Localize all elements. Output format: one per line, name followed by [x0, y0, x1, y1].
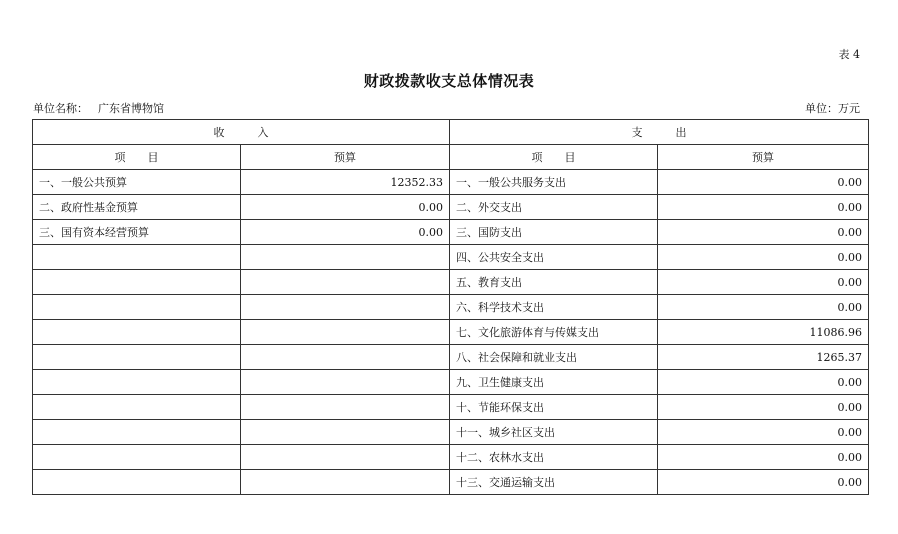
- expense-item-cell: 六、科学技术支出: [450, 295, 658, 320]
- income-item-cell: [33, 395, 241, 420]
- income-header: 收 入: [33, 120, 450, 145]
- expense-item-cell: 九、卫生健康支出: [450, 370, 658, 395]
- income-budget-cell: [241, 445, 450, 470]
- header-row-columns: [33, 145, 869, 170]
- income-budget-header: 预算: [241, 145, 450, 170]
- income-item-cell: 一、一般公共预算: [33, 170, 241, 195]
- currency-unit: 单位：万元: [805, 102, 860, 115]
- expense-budget-cell: 0.00: [658, 270, 869, 295]
- income-budget-cell: [241, 270, 450, 295]
- expense-item-cell: 八、社会保障和就业支出: [450, 345, 658, 370]
- table-body: [33, 120, 869, 495]
- income-budget-cell: [241, 470, 450, 495]
- expense-item-cell: 一、一般公共服务支出: [450, 170, 658, 195]
- expense-item-cell: 十、节能环保支出: [450, 395, 658, 420]
- income-item-cell: [33, 345, 241, 370]
- budget-table: [32, 119, 869, 495]
- table-row: [33, 470, 869, 495]
- table-row: [33, 295, 869, 320]
- expense-budget-cell: 0.00: [658, 420, 869, 445]
- table-row: [33, 170, 869, 195]
- table-row: [33, 345, 869, 370]
- income-budget-cell: [241, 295, 450, 320]
- expense-budget-cell: 0.00: [658, 295, 869, 320]
- expense-budget-cell: 0.00: [658, 370, 869, 395]
- income-item-cell: [33, 295, 241, 320]
- table-row: [33, 195, 869, 220]
- income-item-cell: [33, 270, 241, 295]
- unit-name-line: [33, 100, 164, 116]
- expense-budget-cell: 0.00: [658, 445, 869, 470]
- table-row: [33, 320, 869, 345]
- income-item-cell: 三、国有资本经营预算: [33, 220, 241, 245]
- income-budget-cell: 0.00: [241, 195, 450, 220]
- expense-item-header: 项 目: [450, 145, 658, 170]
- income-budget-cell: [241, 320, 450, 345]
- expense-budget-cell: 0.00: [658, 470, 869, 495]
- table-row: [33, 270, 869, 295]
- income-budget-cell: [241, 370, 450, 395]
- income-item-cell: [33, 370, 241, 395]
- table-row: [33, 245, 869, 270]
- income-budget-cell: [241, 345, 450, 370]
- income-item-cell: [33, 420, 241, 445]
- expense-item-cell: 十二、农林水支出: [450, 445, 658, 470]
- expense-budget-header: 预算: [658, 145, 869, 170]
- expense-item-cell: 十三、交通运输支出: [450, 470, 658, 495]
- expense-budget-cell: 0.00: [658, 245, 869, 270]
- income-item-header: 项 目: [33, 145, 241, 170]
- unit-name-label: 单位名称：: [33, 102, 88, 115]
- expense-item-cell: 五、教育支出: [450, 270, 658, 295]
- expense-budget-cell: 0.00: [658, 395, 869, 420]
- expense-header: 支 出: [450, 120, 869, 145]
- expense-item-cell: 四、公共安全支出: [450, 245, 658, 270]
- income-item-cell: [33, 470, 241, 495]
- expense-budget-cell: 11086.96: [658, 320, 869, 345]
- expense-item-cell: 七、文化旅游体育与传媒支出: [450, 320, 658, 345]
- unit-name-value: 广东省博物馆: [98, 102, 164, 115]
- expense-budget-cell: 0.00: [658, 195, 869, 220]
- table-row: [33, 370, 869, 395]
- table-row: [33, 220, 869, 245]
- income-budget-cell: [241, 245, 450, 270]
- table-number: 表 4: [838, 48, 860, 61]
- income-budget-cell: 12352.33: [241, 170, 450, 195]
- header-row-sections: [33, 120, 869, 145]
- income-item-cell: [33, 445, 241, 470]
- table-row: [33, 445, 869, 470]
- expense-budget-cell: 0.00: [658, 170, 869, 195]
- income-budget-cell: 0.00: [241, 220, 450, 245]
- page-title: 财政拨款收支总体情况表: [363, 72, 535, 90]
- expense-budget-cell: 0.00: [658, 220, 869, 245]
- income-item-cell: 二、政府性基金预算: [33, 195, 241, 220]
- income-budget-cell: [241, 420, 450, 445]
- table-row: [33, 420, 869, 445]
- income-item-cell: [33, 245, 241, 270]
- expense-item-cell: 十一、城乡社区支出: [450, 420, 658, 445]
- table-row: [33, 395, 869, 420]
- income-budget-cell: [241, 395, 450, 420]
- expense-item-cell: 二、外交支出: [450, 195, 658, 220]
- income-item-cell: [33, 320, 241, 345]
- expense-budget-cell: 1265.37: [658, 345, 869, 370]
- expense-item-cell: 三、国防支出: [450, 220, 658, 245]
